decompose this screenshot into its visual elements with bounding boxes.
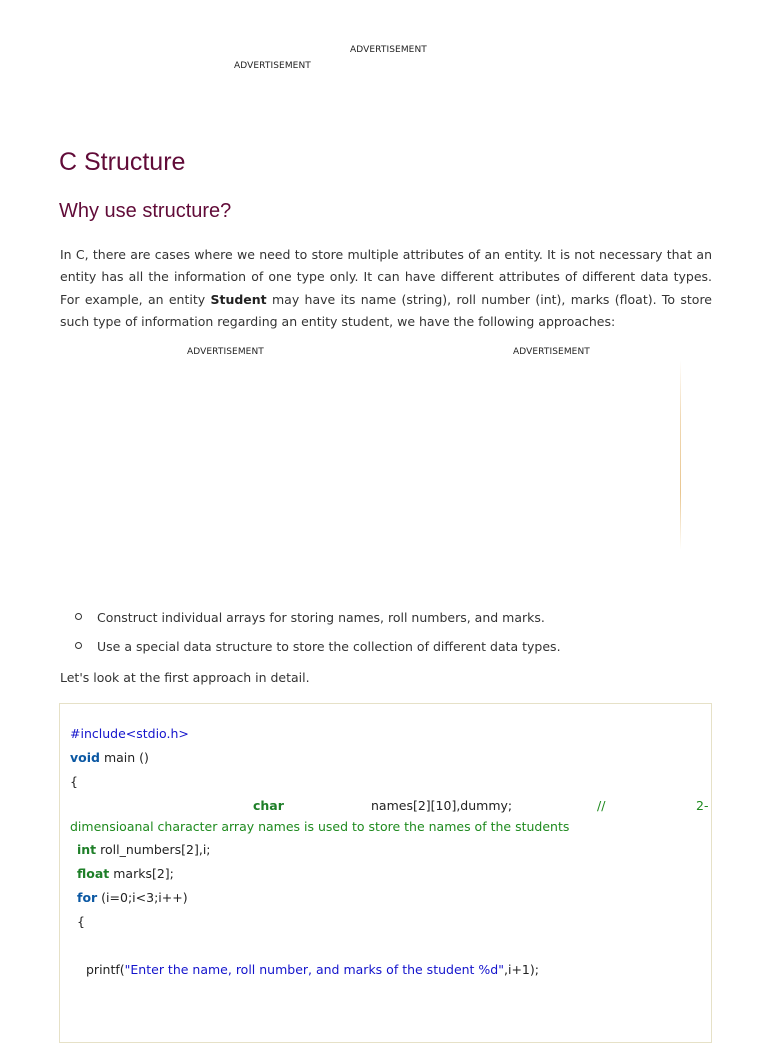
code-line-float — [77, 866, 174, 881]
code-brace: { — [77, 914, 85, 929]
advertisement-label: ADVERTISEMENT — [513, 347, 590, 357]
code-text: main () — [99, 750, 149, 765]
intro-bold-term: Student — [210, 291, 267, 307]
code-keyword: float — [77, 866, 110, 881]
code-include: #include<stdio.h> — [70, 726, 189, 741]
section-heading: Why use structure? — [59, 200, 232, 222]
code-brace: { — [70, 774, 78, 789]
list-item-text: Use a special data structure to store the collection of different data types. — [97, 639, 561, 654]
advertisement-label: ADVERTISEMENT — [187, 347, 264, 357]
code-block — [59, 703, 712, 1043]
code-line-for — [77, 890, 188, 905]
code-keyword: char — [253, 798, 284, 813]
code-text: names[2][10],dummy; — [371, 798, 513, 813]
approach-list — [75, 603, 561, 661]
intro-paragraph — [60, 244, 712, 333]
code-text: roll_numbers[2],i; — [96, 842, 211, 857]
code-line-main — [70, 750, 149, 765]
code-comment: // — [597, 798, 606, 813]
advertisement-label: ADVERTISEMENT — [350, 45, 427, 55]
ad-divider — [680, 360, 681, 550]
intro-text-2: may have its name (string), roll number (int), marks (float). To store such type of information regarding an entity student, we have the following approaches: — [60, 291, 712, 329]
code-keyword: int — [77, 842, 97, 857]
code-text: ,i+1); — [504, 962, 539, 977]
list-item-text: Construct individual arrays for storing names, roll numbers, and marks. — [97, 610, 545, 625]
code-line-printf — [86, 962, 539, 977]
bullet-circle-icon — [75, 613, 82, 620]
code-comment: 2- — [696, 798, 709, 813]
advertisement-label: ADVERTISEMENT — [234, 61, 311, 71]
code-comment: dimensioanal character array names is used to store the names of the students — [70, 819, 570, 834]
code-string: "Enter the name, roll number, and marks of the student %d" — [124, 962, 504, 977]
code-keyword: void — [70, 750, 100, 765]
intro-text-1: In C, there are cases where we need to store multiple attributes of an entity. It is not necessary that an entity has all the information of one type only. It can have different attributes of different data types. For example, an entity — [60, 247, 712, 307]
code-text: (i=0;i<3;i++) — [97, 890, 188, 905]
code-text: marks[2]; — [109, 866, 174, 881]
list-item — [75, 603, 561, 632]
code-text: printf( — [86, 962, 125, 977]
code-line-int — [77, 842, 211, 857]
list-item — [75, 632, 561, 661]
page-title: C Structure — [59, 148, 186, 176]
transition-text: Let's look at the first approach in detail. — [60, 670, 310, 685]
code-keyword: for — [77, 890, 98, 905]
bullet-circle-icon — [75, 642, 82, 649]
